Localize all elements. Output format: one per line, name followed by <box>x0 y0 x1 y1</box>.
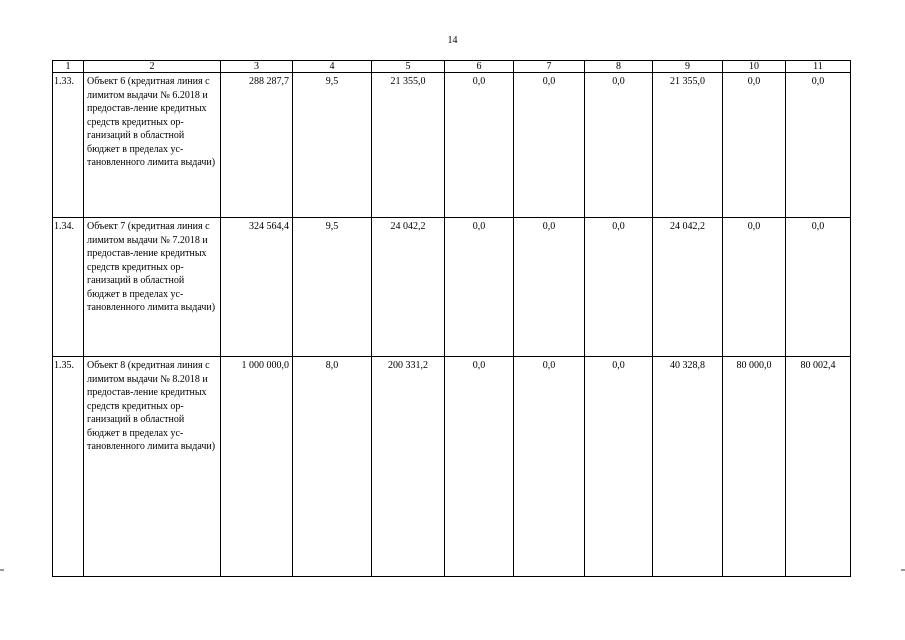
table-row <box>53 357 851 577</box>
column-header-9: 9 <box>653 61 723 73</box>
data-table <box>52 60 851 577</box>
row-number: 1.35. <box>53 357 84 577</box>
table-header-row <box>53 61 851 73</box>
value-col-5: 200 331,2 <box>372 357 445 577</box>
value-col-7: 0,0 <box>514 73 585 218</box>
column-header-5: 5 <box>372 61 445 73</box>
value-col-10: 80 000,0 <box>723 357 786 577</box>
value-col-5: 24 042,2 <box>372 218 445 357</box>
column-header-3: 3 <box>221 61 293 73</box>
value-col-3: 288 287,7 <box>221 73 293 218</box>
value-col-11: 80 002,4 <box>786 357 851 577</box>
right-edge-mark <box>901 569 905 571</box>
value-col-10: 0,0 <box>723 218 786 357</box>
value-col-8: 0,0 <box>585 73 653 218</box>
left-edge-mark <box>0 569 4 571</box>
value-col-9: 24 042,2 <box>653 218 723 357</box>
object-name: Объект 6 (кредитная линия с лимитом выдачи № 6.2018 и предостав-ление кредитных средств кредитных ор-ганизаций в областной бюджет в пределах ус-тановленного лимита выдачи) <box>84 73 221 218</box>
object-name: Объект 8 (кредитная линия с лимитом выдачи № 8.2018 и предостав-ление кредитных средств кредитных ор-ганизаций в областной бюджет в пределах ус-тановленного лимита выдачи) <box>84 357 221 577</box>
value-col-3: 1 000 000,0 <box>221 357 293 577</box>
value-col-8: 0,0 <box>585 357 653 577</box>
value-col-7: 0,0 <box>514 357 585 577</box>
value-col-5: 21 355,0 <box>372 73 445 218</box>
value-col-11: 0,0 <box>786 218 851 357</box>
value-col-10: 0,0 <box>723 73 786 218</box>
row-number: 1.34. <box>53 218 84 357</box>
column-header-2: 2 <box>84 61 221 73</box>
table-row <box>53 218 851 357</box>
column-header-8: 8 <box>585 61 653 73</box>
value-col-4: 9,5 <box>293 73 372 218</box>
column-header-10: 10 <box>723 61 786 73</box>
value-col-7: 0,0 <box>514 218 585 357</box>
table-row <box>53 73 851 218</box>
column-header-7: 7 <box>514 61 585 73</box>
value-col-8: 0,0 <box>585 218 653 357</box>
value-col-6: 0,0 <box>445 218 514 357</box>
value-col-4: 9,5 <box>293 218 372 357</box>
value-col-4: 8,0 <box>293 357 372 577</box>
column-header-1: 1 <box>53 61 84 73</box>
column-header-11: 11 <box>786 61 851 73</box>
value-col-6: 0,0 <box>445 357 514 577</box>
row-number: 1.33. <box>53 73 84 218</box>
page-number: 14 <box>447 35 458 46</box>
column-header-6: 6 <box>445 61 514 73</box>
value-col-11: 0,0 <box>786 73 851 218</box>
column-header-4: 4 <box>293 61 372 73</box>
value-col-9: 21 355,0 <box>653 73 723 218</box>
object-name: Объект 7 (кредитная линия с лимитом выдачи № 7.2018 и предостав-ление кредитных средств кредитных ор-ганизаций в областной бюджет в пределах ус-тановленного лимита выдачи) <box>84 218 221 357</box>
value-col-9: 40 328,8 <box>653 357 723 577</box>
value-col-6: 0,0 <box>445 73 514 218</box>
value-col-3: 324 564,4 <box>221 218 293 357</box>
